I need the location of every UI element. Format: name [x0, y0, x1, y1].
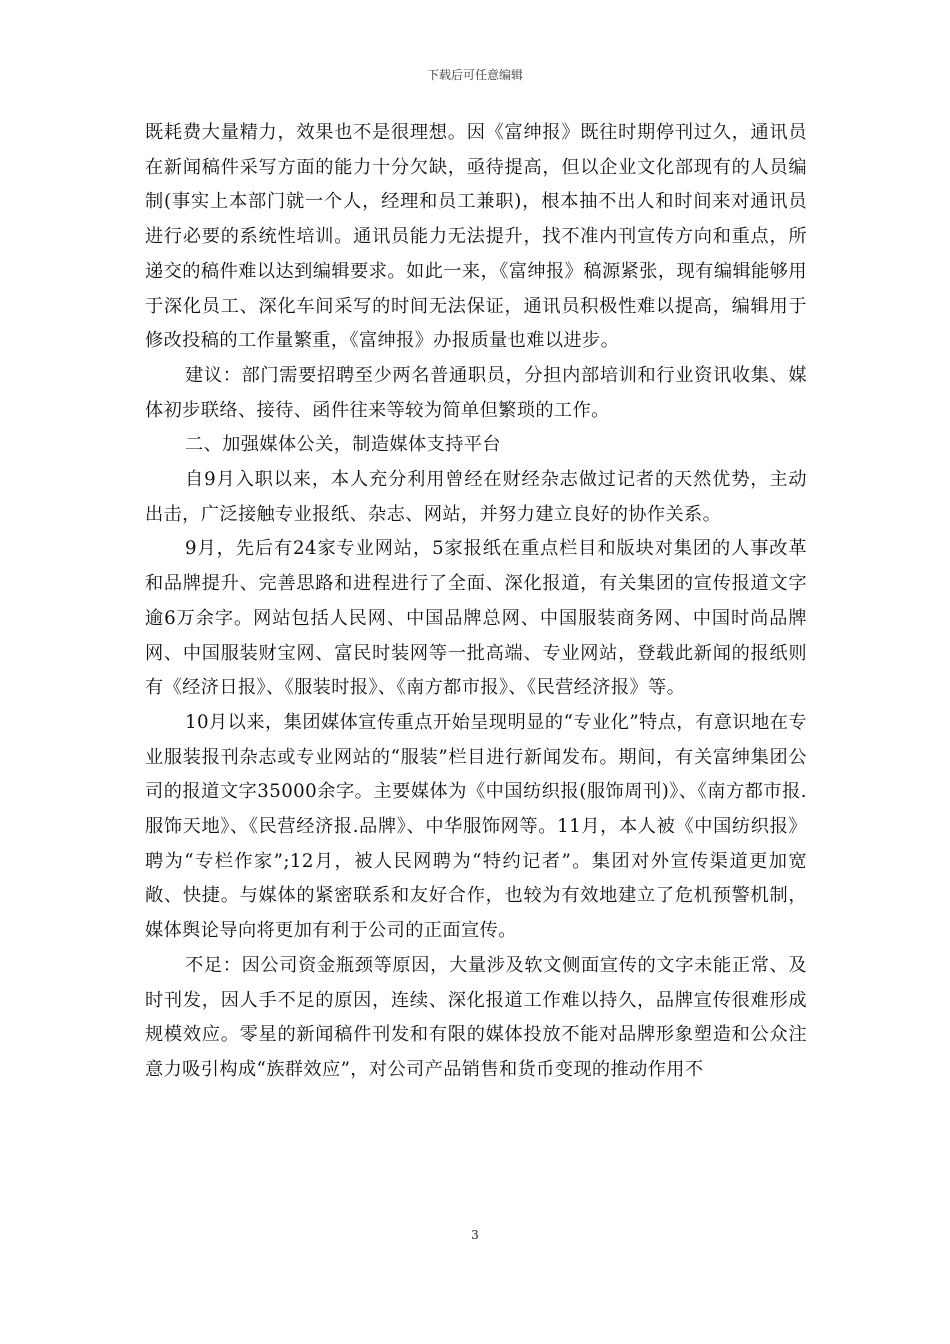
paragraph-suggestion: 建议：部门需要招聘至少两名普通职员，分担内部培训和行业资讯收集、媒体初步联络、接待、函件往来等较为简单但繁琐的工作。 — [145, 364, 807, 421]
page-header: 下载后可任意编辑 — [426, 68, 523, 82]
document-body — [145, 116, 807, 1088]
section-heading: 二、加强媒体公关，制造媒体支持平台 — [185, 434, 501, 456]
paragraph-october: 10月以来，集团媒体宣传重点开始呈现明显的“专业化”特点，有意识地在专业服装报刊杂志或专业网站的“服装”栏目进行新闻发布。期间，有关富绅集团公司的报道文字35000余字。主要媒体为《中国纺织报(服饰周刊)》、《南方都市报.服饰天地》、《民营经济报.品牌》、中华服饰网等。11月，本人被《中国纺织报》聘为“专栏作家”;12月，被人民网聘为“特约记者”。集团对外宣传渠道更加宽敞、快捷。与媒体的紧密联系和友好合作，也较为有效地建立了危机预警机制，媒体舆论导向将更加有利于公司的正面宣传。 — [145, 711, 807, 942]
paragraph-shortcomings: 不足：因公司资金瓶颈等原因，大量涉及软文侧面宣传的文字未能正常、及时刊发，因人手不足的原因，连续、深化报道工作难以持久，品牌宣传很难形成规模效应。零星的新闻稿件刊发和有限的媒体投放不能对品牌形象塑造和公众注意力吸引构成“族群效应”，对公司产品销售和货币变现的推动作用不 — [145, 954, 807, 1080]
paragraph-continuation: 既耗费大量精力，效果也不是很理想。因《富绅报》既往时期停刊过久，通讯员在新闻稿件采写方面的能力十分欠缺，亟待提高，但以企业文化部现有的人员编制(事实上本部门就一个人，经理和员工兼职)，根本抽不出人和时间来对通讯员进行必要的系统性培训。通讯员能力无法提升，找不准内刊宣传方向和重点，所递交的稿件难以达到编辑要求。如此一来，《富绅报》稿源紧张，现有编辑能够用于深化员工、深化车间采写的时间无法保证，通讯员积极性难以提高，编辑用于修改投稿的工作量繁重，《富绅报》办报质量也难以进步。 — [145, 122, 807, 352]
paragraph-media-intro: 自9月入职以来，本人充分利用曾经在财经杂志做过记者的天然优势，主动出击，广泛接触专业报纸、杂志、网站，并努力建立良好的协作关系。 — [145, 469, 807, 525]
page-number: 3 — [471, 1228, 479, 1242]
paragraph-september: 9月，先后有24家专业网站，5家报纸在重点栏目和版块对集团的人事改革和品牌提升、完善思路和进程进行了全面、深化报道，有关集团的宣传报道文字逾6万余字。网站包括人民网、中国品牌总网、中国服装商务网、中国时尚品牌网、中国服装财宝网、富民时装网等一批高端、专业网站，登载此新闻的报纸则有《经济日报》、《服装时报》、《南方都市报》、《民营经济报》等。 — [145, 538, 807, 699]
